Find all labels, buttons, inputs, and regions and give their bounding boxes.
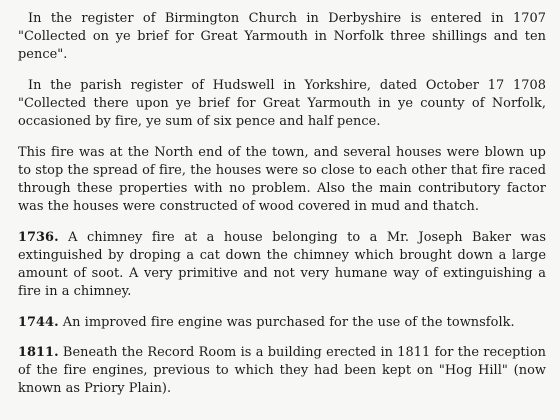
year-label: 1736. [18,230,59,245]
paragraph-text: In the register of Birmington Church in Derbyshire is entered in 1707 "Collected on ye brief for Great Yarmouth in Norfolk three shillings and ten pence". [18,11,546,62]
paragraph-1811-record-room [18,344,546,398]
paragraph-text: This fire was at the North end of the town, and several houses were blown up to stop the spread of fire, the houses were so close to each other that fire raced through these properties with no problem. Also the main contributory factor was the houses were constructed of wood covered in mud and thatch. [18,145,546,214]
paragraph-hudswell-register [18,77,546,131]
paragraph-north-end-fire [18,144,546,216]
paragraph-text: In the parish register of Hudswell in Yorkshire, dated October 17 1708 "Collected there upon ye brief for Great Yarmouth in ye county of Norfolk, occasioned by fire, ye sum of six pence and half pence. [18,78,546,129]
paragraph-text: Beneath the Record Room is a building erected in 1811 for the reception of the fire engines, previous to which they had been kept on "Hog Hill" (now known as Priory Plain). [18,345,546,396]
year-label: 1811. [18,345,59,360]
paragraph-1736-chimney-fire [18,229,546,301]
year-label: 1744. [18,315,59,330]
paragraph-text: A chimney fire at a house belonging to a Mr. Joseph Baker was extinguished by droping a cat down the chimney which brought down a large amount of soot. A very primitive and not very humane way of extinguishing a fire in a chimney. [18,230,546,299]
paragraph-birmington-church [18,10,546,64]
paragraph-1744-fire-engine [18,314,546,332]
paragraph-text: An improved fire engine was purchased for the use of the townsfolk. [62,315,515,330]
